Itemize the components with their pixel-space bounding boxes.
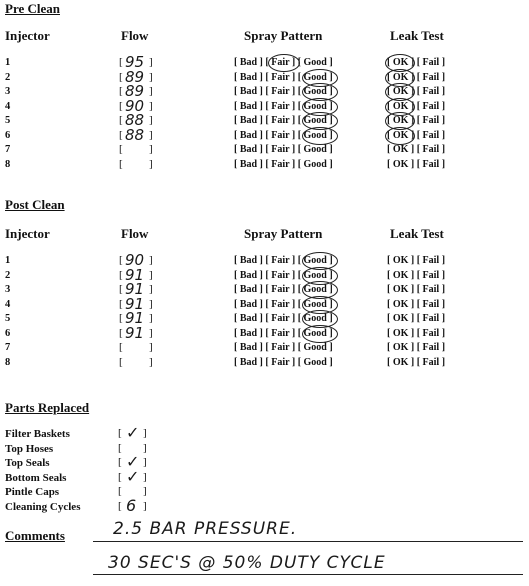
leak-options: [ OK ] [ Fail ]: [387, 57, 446, 68]
pre-spray-header: Spray Pattern: [244, 28, 323, 43]
pre-flow-header: Flow: [121, 28, 149, 43]
flow-value: 88: [125, 111, 145, 129]
flow-bracket-right: ]: [149, 268, 153, 281]
part-bracket-left: [: [118, 427, 122, 439]
leak-options: [ OK ] [ Fail ]: [387, 158, 446, 170]
injector-number: 7: [5, 342, 11, 353]
flow-value: 91: [125, 323, 145, 342]
circle-mark: [302, 325, 338, 343]
circle-mark: [268, 54, 300, 72]
flow-value: 89: [125, 82, 145, 100]
spray-options: [ Bad ] [ Fair ] [ Good ]: [234, 71, 333, 83]
injector-number: 8: [5, 356, 11, 368]
flow-bracket-left: [: [119, 297, 123, 310]
flow-bracket-left: [: [119, 341, 123, 353]
part-label: Pintle Caps: [5, 486, 60, 498]
injector-number: 2: [5, 269, 11, 281]
part-bracket-right: ]: [143, 470, 147, 483]
part-value: 6: [126, 495, 137, 515]
spray-options: [ Bad ] [ Fair ] [ Good ]: [234, 115, 333, 126]
part-value: ✓: [126, 423, 140, 442]
comment-line-2: [93, 574, 523, 575]
leak-options: [ OK ] [ Fail ]: [387, 115, 446, 126]
injector-number: 2: [5, 71, 11, 83]
part-label: Bottom Seals: [5, 471, 67, 484]
spray-options: [ Bad ] [ Fair ] [ Good ]: [234, 86, 333, 97]
post-spray-header: Spray Pattern: [244, 226, 323, 241]
injector-number: 1: [5, 255, 11, 266]
flow-bracket-right: ]: [149, 114, 153, 126]
flow-bracket-left: [: [119, 128, 123, 141]
flow-bracket-right: ]: [149, 157, 153, 170]
flow-bracket-left: [: [119, 157, 123, 170]
pre-clean-title: Pre Clean: [5, 1, 60, 16]
injector-number: 5: [5, 115, 11, 126]
spray-options: [ Bad ] [ Fair ] [ Good ]: [234, 158, 333, 170]
spray-options: [ Bad ] [ Fair ] [ Good ]: [234, 327, 333, 339]
part-label: Cleaning Cycles: [5, 500, 81, 513]
pre-leak-header: Leak Test: [390, 28, 444, 43]
part-bracket-right: ]: [143, 485, 147, 497]
spray-options: [ Bad ] [ Fair ] [ Good ]: [234, 284, 333, 295]
flow-bracket-right: ]: [149, 70, 153, 83]
flow-value: 88: [125, 125, 145, 144]
spray-options: [ Bad ] [ Fair ] [ Good ]: [234, 269, 333, 281]
flow-bracket-right: ]: [149, 254, 153, 266]
injector-number: 4: [5, 100, 11, 112]
part-label: Top Hoses: [5, 442, 54, 455]
leak-options: [ OK ] [ Fail ]: [387, 144, 446, 155]
flow-bracket-left: [: [119, 254, 123, 266]
part-bracket-left: [: [118, 499, 122, 512]
part-bracket-left: [: [118, 485, 122, 497]
injector-number: 1: [5, 57, 11, 68]
flow-value: 91: [125, 309, 145, 327]
comments-label: Comments: [5, 528, 65, 543]
flow-bracket-right: ]: [149, 56, 153, 68]
flow-value: 91: [125, 280, 145, 298]
flow-bracket-right: ]: [149, 326, 153, 339]
spray-options: [ Bad ] [ Fair ] [ Good ]: [234, 255, 333, 266]
leak-options: [ OK ] [ Fail ]: [387, 269, 446, 281]
leak-options: [ OK ] [ Fail ]: [387, 327, 446, 339]
part-bracket-left: [: [118, 456, 122, 468]
injector-number: 8: [5, 158, 11, 170]
flow-bracket-right: ]: [149, 143, 153, 155]
injector-number: 5: [5, 313, 11, 324]
part-bracket-left: [: [118, 441, 122, 454]
post-injector-header: Injector: [5, 226, 50, 241]
flow-bracket-right: ]: [149, 85, 153, 97]
flow-bracket-left: [: [119, 326, 123, 339]
flow-value: 95: [125, 53, 145, 71]
part-bracket-left: [: [118, 470, 122, 483]
comment-text-1: 2.5 BAR PRESSURE.: [113, 519, 298, 539]
flow-bracket-right: ]: [149, 99, 153, 112]
injector-number: 6: [5, 327, 11, 339]
part-bracket-right: ]: [143, 456, 147, 468]
flow-bracket-right: ]: [149, 283, 153, 295]
leak-options: [ OK ] [ Fail ]: [387, 255, 446, 266]
spray-options: [ Bad ] [ Fair ] [ Good ]: [234, 57, 333, 68]
flow-bracket-left: [: [119, 283, 123, 295]
parts-replaced-title: Parts Replaced: [5, 400, 90, 415]
part-value: ✓: [126, 452, 140, 471]
comment-text-2: 30 SEC'S @ 50% DUTY CYCLE: [108, 553, 386, 573]
injector-number: 3: [5, 284, 11, 295]
leak-options: [ OK ] [ Fail ]: [387, 356, 446, 368]
flow-bracket-right: ]: [149, 341, 153, 353]
flow-bracket-right: ]: [149, 128, 153, 141]
flow-value: 91: [125, 265, 145, 284]
flow-value: 90: [125, 96, 145, 115]
leak-options: [ OK ] [ Fail ]: [387, 86, 446, 97]
part-bracket-right: ]: [143, 499, 147, 512]
leak-options: [ OK ] [ Fail ]: [387, 129, 446, 141]
flow-value: 90: [125, 251, 145, 269]
flow-bracket-left: [: [119, 114, 123, 126]
flow-bracket-left: [: [119, 56, 123, 68]
spray-options: [ Bad ] [ Fair ] [ Good ]: [234, 298, 333, 310]
part-bracket-right: ]: [143, 427, 147, 439]
leak-options: [ OK ] [ Fail ]: [387, 313, 446, 324]
flow-bracket-left: [: [119, 99, 123, 112]
flow-bracket-right: ]: [149, 355, 153, 368]
comment-line-1: [93, 541, 523, 542]
spray-options: [ Bad ] [ Fair ] [ Good ]: [234, 356, 333, 368]
injector-number: 3: [5, 86, 11, 97]
injector-number: 7: [5, 144, 11, 155]
injector-number: 6: [5, 129, 11, 141]
post-clean-title: Post Clean: [5, 197, 65, 212]
flow-bracket-left: [: [119, 85, 123, 97]
spray-options: [ Bad ] [ Fair ] [ Good ]: [234, 100, 333, 112]
injector-number: 4: [5, 298, 11, 310]
leak-options: [ OK ] [ Fail ]: [387, 342, 446, 353]
flow-bracket-right: ]: [149, 297, 153, 310]
leak-options: [ OK ] [ Fail ]: [387, 284, 446, 295]
circle-mark: [385, 127, 415, 145]
flow-bracket-right: ]: [149, 312, 153, 324]
pre-injector-header: Injector: [5, 28, 50, 43]
spray-options: [ Bad ] [ Fair ] [ Good ]: [234, 313, 333, 324]
flow-value: 91: [125, 294, 145, 313]
flow-bracket-left: [: [119, 70, 123, 83]
spray-options: [ Bad ] [ Fair ] [ Good ]: [234, 144, 333, 155]
part-label: Filter Baskets: [5, 428, 70, 440]
spray-options: [ Bad ] [ Fair ] [ Good ]: [234, 342, 333, 353]
flow-value: 89: [125, 67, 145, 86]
flow-bracket-left: [: [119, 312, 123, 324]
circle-mark: [302, 127, 338, 145]
leak-options: [ OK ] [ Fail ]: [387, 298, 446, 310]
leak-options: [ OK ] [ Fail ]: [387, 71, 446, 83]
flow-bracket-left: [: [119, 143, 123, 155]
flow-bracket-left: [: [119, 355, 123, 368]
part-label: Top Seals: [5, 457, 50, 469]
post-leak-header: Leak Test: [390, 226, 444, 241]
flow-bracket-left: [: [119, 268, 123, 281]
leak-options: [ OK ] [ Fail ]: [387, 100, 446, 112]
spray-options: [ Bad ] [ Fair ] [ Good ]: [234, 129, 333, 141]
part-value: ✓: [126, 466, 140, 486]
part-bracket-right: ]: [143, 441, 147, 454]
post-flow-header: Flow: [121, 226, 149, 241]
